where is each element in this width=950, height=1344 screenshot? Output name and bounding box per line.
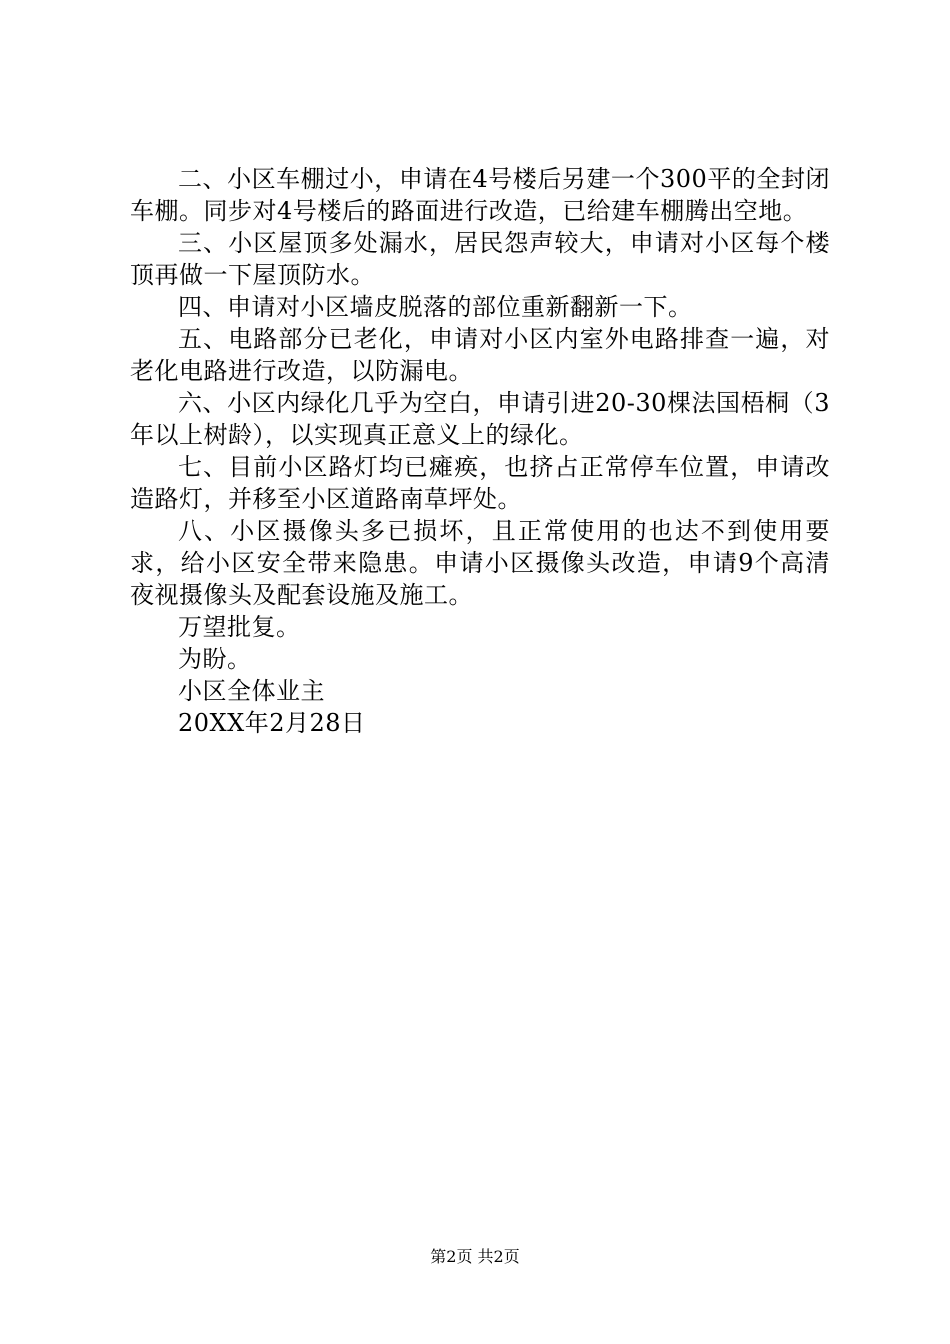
closing-line-2: 为盼。: [178, 645, 252, 673]
page-number: 第2页 共2页: [430, 1247, 520, 1266]
paragraph-7: 七、目前小区路灯均已瘫痪，也挤占正常停车位置，申请改造路灯，并移至小区道路南草坪处。: [130, 453, 830, 513]
page-footer: [0, 1247, 950, 1267]
date: 20XX年2月28日: [178, 709, 366, 737]
paragraph-2: 二、小区车棚过小，申请在4号楼后另建一个300平的全封闭车棚。同步对4号楼后的路面进行改造，已给建车棚腾出空地。: [130, 165, 830, 225]
paragraph-8: 八、小区摄像头多已损坏，且正常使用的也达不到使用要求，给小区安全带来隐患。申请小区摄像头改造，申请9个高清夜视摄像头及配套设施及施工。: [130, 517, 830, 609]
paragraph-3: 三、小区屋顶多处漏水，居民怨声较大，申请对小区每个楼顶再做一下屋顶防水。: [130, 229, 830, 289]
paragraph-6: 六、小区内绿化几乎为空白，申请引进20-30棵法国梧桐（3年以上树龄），以实现真正意义上的绿化。: [130, 389, 830, 449]
signature: 小区全体业主: [178, 677, 325, 705]
paragraph-5: 五、电路部分已老化，申请对小区内室外电路排查一遍，对老化电路进行改造，以防漏电。: [130, 325, 830, 385]
document-body: [130, 163, 830, 739]
paragraph-4: 四、申请对小区墙皮脱落的部位重新翻新一下。: [178, 293, 693, 321]
closing-line: 万望批复。: [178, 613, 301, 641]
